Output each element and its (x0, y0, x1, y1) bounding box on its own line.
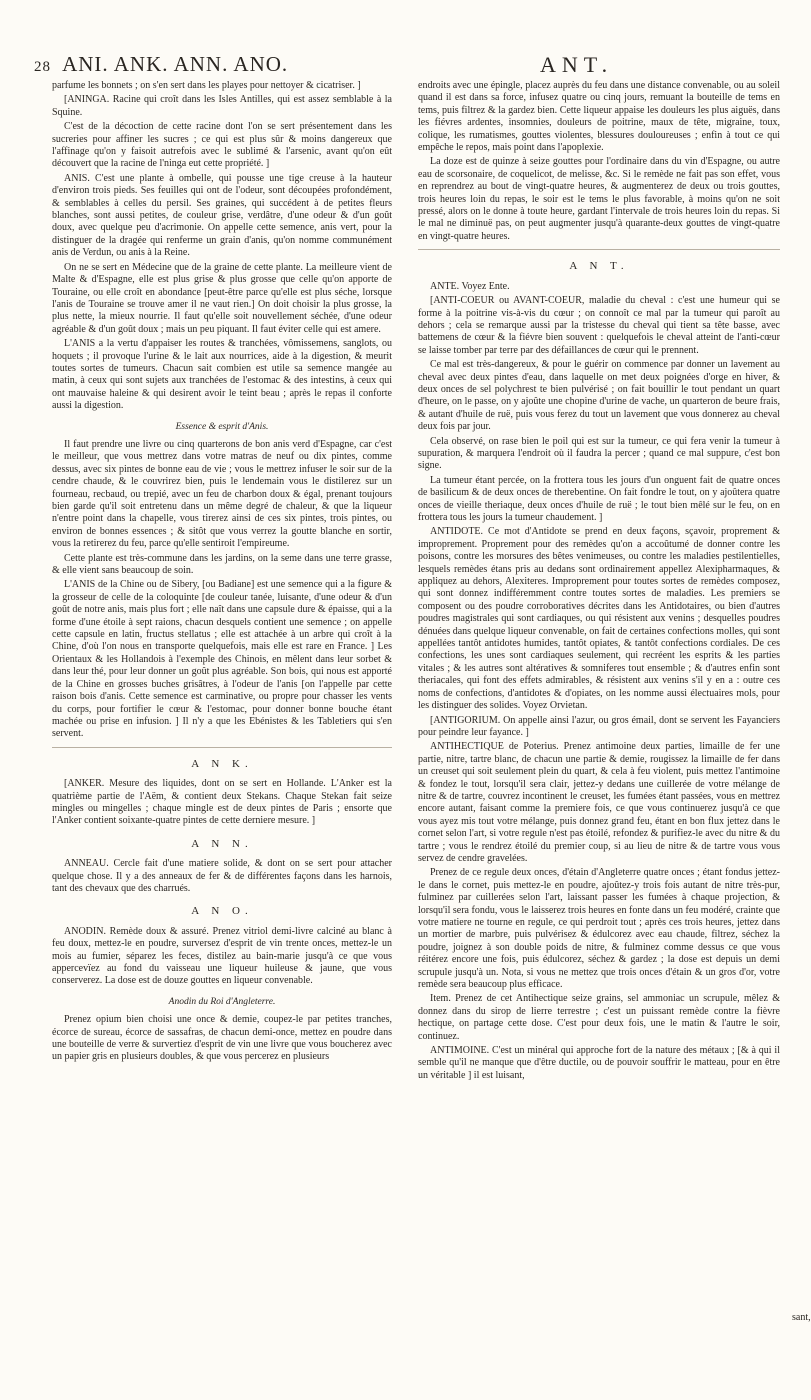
left-running-header (34, 52, 404, 82)
catchword: sant, (792, 1312, 811, 1323)
paragraph: La tumeur étant percée, on la frottera tous les jours d'un onguent fait de quatre onces de basilicum & de deux onces de therebentine. On fait fondre le tout, on y ajoûtera quatre onces de vieille theriaque, deux onces d'huile de ruë ; le tout bien mêlé sur le feu, on en frottera tous les jours la tumeur chaudement. ] (418, 474, 780, 523)
paragraph: Ce mal est très-dangereux, & pour le guérir on commence par donner un lavement au cheval avec deux pintes d'eau, dans laquelle on met deux poignées d'orge en hiver, & deux onces de sel polychrest te bien pulvérisé ; on fait bouillir le tout pendant un quart d'heure, on le passe, on y ajoûte une chopine d'urine de vache, un quarteron de beure frais, & autant d'huile de ruë, puis vous ferez du tout un lavement que vous donnerez au cheval deux fois par jour. (418, 359, 780, 433)
entry-anneau: ANNEAU. Cercle fait d'une matiere solide, & dont on se sert pour attacher quelque chose. Il y a des anneaux de fer & de différentes façons dans les harnois, tant des chevaux que des charrués. (52, 858, 392, 894)
paragraph: Item. Prenez de cet Antihectique seize grains, sel ammoniac un scrupule, mêlez & donnez dans du sirop de lierre terrestre ; c'est un puissant remède contre la fièvre hectique, on partage cette dose. C'est pour deux fois, une le matin & l'autre le soir, continuez. (418, 993, 780, 1042)
subheading-essence-anis: Essence & esprit d'Anis. (175, 421, 269, 432)
entry-ante: ANTE. Voyez Ente. (430, 280, 510, 292)
divider (418, 249, 780, 250)
section-heading-ano: A N O. (191, 905, 253, 918)
page-number: 28 (34, 59, 51, 75)
paragraph: endroits avec une épingle, placez auprès du feu dans une distance convenable, ou au soleil quand il est dans sa force, infusez quatre ou cinq jours, remuant la bouteille de tems en tems, puis filtrez & la gardez bien. Cette liqueur appaise les douleurs les plus aiguës, dans les fiévres ardentes, insomnies, douleurs de poitrine, maux de tête, migraine, toux, colique, les rumatismes, gouttes violentes, blessures douloureuses ; enfin à tout ce qui empêche le repos, mais point dans l'apoplexie. (418, 80, 780, 154)
entry-anis: ANIS. C'est une plante à ombelle, qui pousse une tige creuse à la hauteur d'environ trois pieds. Ses feuilles qui ont de l'odeur, sont découpées profondément, & semblables à celles du persil. Ses graines, qui succédent à de petites fleurs blanches, sont aussi petites, de couleur grise, verdâtre, d'une odeur & d'un goût doux, avec quelque peu d'acrimonie. On appelle cette semence, anis vert, pour la distinguer de la dragée qui renferme un grain d'anis, qu'on nomme communément anis de Verdun, ou anis à la Reine. (52, 172, 392, 259)
paragraph: La doze est de quinze à seize gouttes pour l'ordinaire dans du vin d'Espagne, ou autre eau de scorsonaire, de coquelicot, de melisse, &c. Si le remède ne fait pas son effet, vous en reprendrez au bout de vingt-quatre heures, & augmenterez de deux ou trois gouttes, trois heures loin du repas, le soir est le tems le plus favorable, à moins qu'on ne soit pressé, alors on le donne à toute heure, gardant l'intervale de trois heures loin du repas. Si le mal ne diminuë pas, on peut augmenter jusqu'à quarante-deux gouttes de vingt-quatre en vingt-quatre heures. (418, 156, 780, 242)
paragraph: Il faut prendre une livre ou cinq quarterons de bon anis verd d'Espagne, car c'est le meilleur, que vous mettrez dans votre matras de neuf ou dix pintes, comme dessus, avec six pintes de bonne eau de vie ; vous le mettrez infuser le soir sur de la cendre chaude, & le couvrirez bien, puis le lendemain vous le distilerez sur un fourneau, recbaud, ou trepié, avec un feu de charbon doux & égal, prenant toujours bien garde qu'il soit entretenu dans un même degré de chaleur, & que la liqueur n'entre point dans la chapelle, vous tirerez ainsi de ces six pintes, trois pintes, ou environ de bonnes essences ; & sitôt que vous verrez la goutte blanche en sortir, vous la retirerez du feu, parce qu'elle sentiroit l'empireume. (52, 438, 392, 550)
paragraph: parfume les bonnets ; on s'en sert dans les playes pour nettoyer & cicatriser. ] (52, 80, 361, 91)
entry-anti-coeur: [ANTI-COEUR ou AVANT-COEUR, maladie du cheval : c'est une humeur qui se forme à la poitrine vis-à-vis du cœur ; on connoît ce mal par la tumeur qui paroît au dehors ; cela se remarque aussi par la tristesse du cheval qui tient sa tête basse, avec battemens de cœur & la fiévre bien souvent : quelquefois le cheval atteint de l'anti-cœur se laisse tomber par terre par des défaillances de cœur qui le prennent. (418, 295, 780, 356)
paragraph: L'ANIS a la vertu d'appaiser les routes & tranchées, vômissemens, sanglots, ou hoquets ; il provoque l'urine & le lait aux nourrices, aide à la digestion, & meurit toutes sortes de tumeurs. Chacun sait combien est utile sa semence mangée au matin, à ceux qui sont sujets aux tranchées de l'estomac & des intestins, à ceux qui ont mauvaise haleine & qui desirent avoir le teint beau ; après le repas il conforte aussi la digestion. (52, 338, 392, 412)
paragraph: Prenez opium bien choisi une once & demie, coupez-le par petites tranches, écorce de sureau, écorce de sassafras, de chacun demi-once, mettez en poudre dans une bouteille de verre & survertiez d'esprit de vin une livre que vous boucherez avec un papier gris en plusieurs doubles, & que vous percerez en plusieurs (52, 1014, 392, 1063)
section-heading-ant: A N T. (569, 260, 629, 273)
entry-aninga: [ANINGA. Racine qui croît dans les Isles Antilles, qui est assez semblable à la Squine. (52, 94, 392, 118)
paragraph: On ne se sert en Médecine que de la graine de cette plante. La meilleure vient de Malte & d'Espagne, elle est plus grise & plus grosse que celle qu'on apporte de Touraine, ou elle croît en abondance [peut-être parce qu'elle est plus séche, lorsque l'anis de Touraine se trouve amer il ne vaut rien.] On doit choisir la plus grosse, la plus nette, la mieux nourrie. Il faut qu'elle soit nouvellement séchée, d'une odeur agréable & d'un goût doux ; mais un peu piquant. Il faut éviter celle qui est amere. (52, 261, 392, 335)
paragraph: C'est de la décoction de cette racine dont l'on se sert présentement dans les sucreries pour affiner les sucres ; ce qui est plus sûr & moins dangereux que l'affinage qu'on y faisoit autrefois avec le sublimé & l'arsenic, avant qu'on eût découvert que la racine de l'ninga eut cette propriété. ] (52, 121, 392, 170)
section-heading-ank: A N K. (191, 757, 253, 770)
entry-anker: [ANKER. Mesure des liquides, dont on se sert en Hollande. L'Anker est la quatrième partie de l'Aëm, & contient deux Stekans. Chaque Stekan fait seize mingles ou mingelles ; chaque mingle est de deux pintes de Paris ; ensorte que l'Anker contient soixante-quatre pintes de cette derniere mesure. ] (52, 778, 392, 827)
section-heading-ann: A N N. (191, 837, 253, 850)
left-header-title: ANI. ANK. ANN. ANO. (62, 52, 289, 76)
right-column (418, 80, 780, 1320)
paragraph: Cette plante est très-commune dans les jardins, on la seme dans une terre grasse, & elle vient sans beaucoup de soin. (52, 552, 392, 577)
entry-antigorium: [ANTIGORIUM. On appelle ainsi l'azur, ou gros émail, dont se servent les Fayanciers pour peindre leur fayance. ] (418, 714, 780, 738)
entry-antidote: ANTIDOTE. Ce mot d'Antidote se prend en deux façons, sçavoir, proprement & improprement. Proprement pour des remèdes qu'on a accoûtumé de donner contre les poisons, contre les morsures des bêtes venimeuses, ou contre les maladies pestilentielles, lesquels remèdes étans pris au dedans sont ordinairement appellez Alexipharmaques, & appliquez au dehors, Alexiteres. Improprement pour toutes sortes de remèdes composez, qui sont donnez indifféremment contre toutes sortes de maladies. Les premiers se composent ou des poudre corroboratives décrites dans les Antidotaires, ou bien d'autres poudres magistrales qui sont cardiaques, ou qui résistent aux venins ; desquelles poudres dénuées dans quelque liqueur convenable, on fait de certaines confections molles, qui sont appellées tantôt antidotes humides, tantôt opiates, & tantôt confections cordiales. De ces confections, les unes sont cardiaques seulement, qui recréent les esprits & les parties vitales ; & les autres sont altératives & somniferes tout ensemble ; & d'autres enfin sont theriacales, qui font des effets admirables, & résistent aux venins s'il y en a : outre ces noms de confections, d'antidotes & d'opiates, on les nomme aussi électuaires mols, pour les distinguer des solides. Voyez Orvietan. (418, 526, 780, 712)
divider (52, 747, 392, 748)
paragraph: Prenez de ce regule deux onces, d'étain d'Angleterre quatre onces ; étant fondus jettez-le dans le cornet, puis mettez-le en poudre, ajoûtez-y trois fois autant de nitre très-pur, fulminez par cuillerées selon l'art, laissant passer les fumées à chaque projection, & lorsqu'il sera fondu, vous le laisserez trois heures en fonte dans un feu modéré, crainte que votre matiere ne tourne en regule, ce qui perdroit tout ; après ces trois heures, jettez dans un mortier de marbre, puis pulvérisez & édulcorez avec eau chaude, filtrez, séchez la poudre, joignez à son double poids de nitre, & fulminez comme dessus ce que vous réitérez encore une fois, puis édulcorez, séchez & gardez ; la dose est depuis un demi scrupule jusqu'à un. Nota, si vous ne mettez que trois onces d'étain & un gros d'or, votre remède sera beaucoup plus efficace. (418, 867, 780, 991)
paragraph: L'ANIS de la Chine ou de Sibery, [ou Badiane] est une semence qui a la figure & la grosseur de celle de la coloquinte [de couleur tanée, luisante, d'une odeur & d'un goût de notre anis, mais plus fort ; elle naît dans une capsule dure & épaisse, qui a la forme d'une étoile à sept raions, chacun desquels contient une semence ; on appelle cette capsule en latin, fructus stellatus ; elle est attachée à un arbre qui croît à la Chine, d'où l'on nous en transporte quelquefois, mais elle est rare en France. ] Les Orientaux & les Hollandois à l'exemple des Chinois, en mêlent dans leur sorbet & dans leur thé, pour leur donner un goût plus agréable. Son bois, qui nous est apporté de la Chine en grosses buches grisâtres, à l'odeur de l'anis [on l'appelle par cette raison bois d'anis. Cette semence est carminative, ou propre pour chasser les vents du corps, pour fortifier le cœur & l'estomac, pour donner bonne bouche étant machée ou prise en infusion. ] Il n'y a que les Ebénistes & les Tabletiers qui s'en servent. (52, 579, 392, 740)
right-running-header: ANT. (540, 52, 614, 77)
subheading-anodin-roi: Anodin du Roi d'Angleterre. (168, 996, 276, 1007)
entry-antimoine: ANTIMOINE. C'est un minéral qui approche fort de la nature des métaux ; [& à qui il semble qu'il ne manque que d'être ductile, ou de pouvoir souffrir le matteau, pour en être un véritable ] il est luisant, (418, 1045, 780, 1081)
entry-antihectique: ANTIHECTIQUE de Poterius. Prenez antimoine deux parties, limaille de fer une partie, nitre, tartre blanc, de chacun une partie & demie, rougissez la limaille de fer dans un creuset qui soit seulement plein du quart, & cela à feu violent, puis mettez l'antimoine & fondez le tout, lorsqu'il sera clair, jettez-y dedans une cuillerée de votre mélange de nitre & de tartre, couvrez incontinent le creuset, les fumées étant passées, vous en mettrez encore autant, faisant comme la premiere fois, ce que vous continuerez jusqu'à ce que vous ayez mis tout votre mélange, puis donnez grand feu, étant en bon flux jettez dans le cornet selon l'art, si votre regule n'est pas étoilé, refondez & purifiez-le avec du nitre & du tartre ; vous le rendrez étoilé du premier coup, si au lieu de nitre & de tartre vous vous servez de cendre gravelées. (418, 741, 780, 864)
paragraph: Cela observé, on rase bien le poil qui est sur la tumeur, ce qui fera venir la tumeur à supuration, & marquera l'endroit où il faudra la percer ; quand ce mal suppure, c'est bon signe. (418, 435, 780, 472)
entry-anodin: ANODIN. Remède doux & assuré. Prenez vitriol demi-livre calciné au blanc à feu doux, mettez-le en poudre, surversez d'esprit de vin trente onces, mettez-le un mois au fumier, séparez les feces, distilez au bain-marie jusqu'à ce que vous appercevïez au fond du vaisseau une liqueur huileuse & jaune, que vous conserverez. La dose est de douze gouttes en liqueur convenable. (52, 925, 392, 987)
left-column (52, 80, 392, 1320)
